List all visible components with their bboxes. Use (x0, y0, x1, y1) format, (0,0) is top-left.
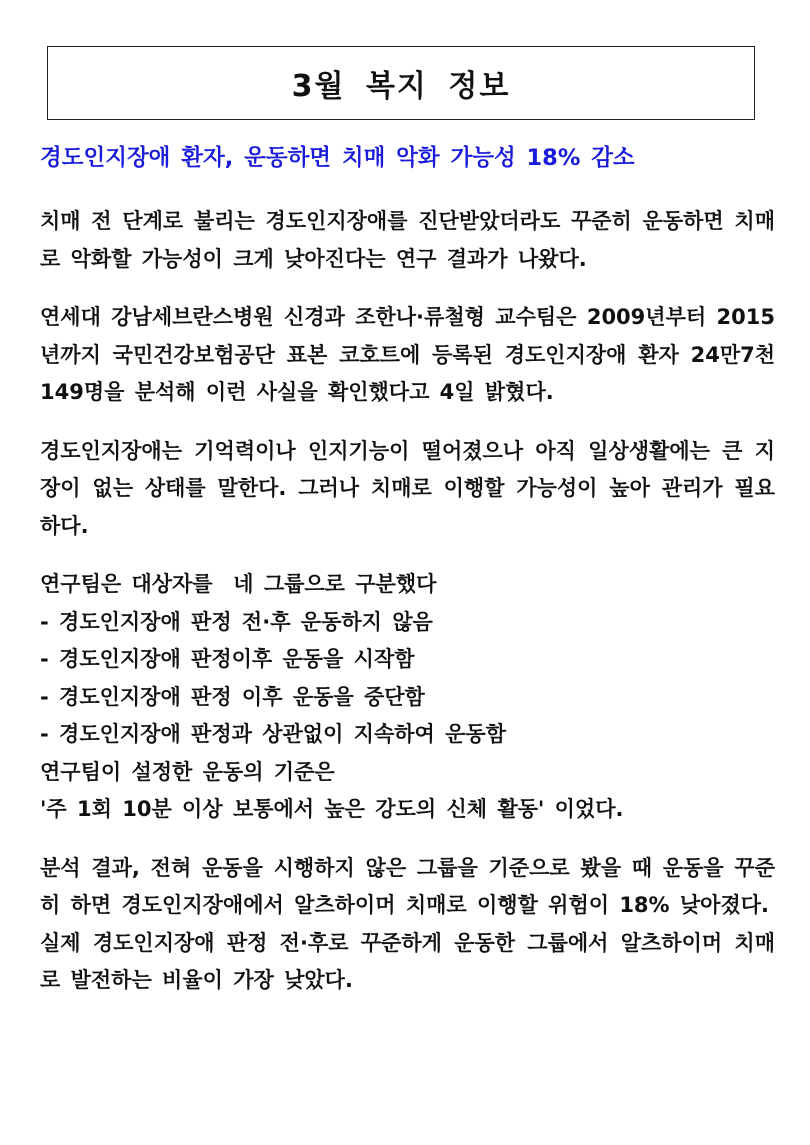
group-item: - 경도인지장애 판정과 상관없이 지속하여 운동함 (40, 722, 506, 746)
group-item: - 경도인지장애 판정 전·후 운동하지 않음 (40, 609, 433, 634)
paragraph-result: 분석 결과, 전혀 운동을 시행하지 않은 그룹을 기준으로 봤을 때 운동을 꾸준히 하면 경도인지장애에서 알츠하이머 치매로 이행할 위험이 18% 낮아졌다. (40, 855, 775, 917)
group-intro: 연구팀은 대상자를 네 그룹으로 구분했다 (40, 572, 437, 596)
title-box (47, 46, 755, 120)
paragraph-conclusion: 실제 경도인지장애 판정 전·후로 꾸준하게 운동한 그룹에서 알츠하이머 치매로 발전하는 비율이 가장 낮았다. (40, 930, 775, 992)
article-body (40, 203, 775, 1021)
paragraph-intro: 치매 전 단계로 불리는 경도인지장애를 진단받았더라도 꾸준히 운동하면 치매로 악화할 가능성이 크게 낮아진다는 연구 결과가 나왔다. (40, 209, 775, 271)
article-headline: 경도인지장애 환자, 운동하면 치매 악화 가능성 18% 감소 (40, 145, 635, 171)
criteria-text: '주 1회 10분 이상 보통에서 높은 강도의 신체 활동' 이었다. (40, 797, 624, 821)
group-list-block (40, 566, 775, 829)
paragraph-study: 연세대 강남세브란스병원 신경과 조한나·류철형 교수팀은 2009년부터 2015년까지 국민건강보험공단 표본 코호트에 등록된 경도인지장애 환자 24만7천149명을 분석해 이런 사실을 확인했다고 4일 밝혔다. (40, 305, 775, 404)
criteria-intro: 연구팀이 설정한 운동의 기준은 (40, 759, 335, 784)
page-title: 3월 복지 정보 (291, 69, 511, 104)
group-item: - 경도인지장애 판정 이후 운동을 중단함 (40, 684, 425, 709)
group-item: - 경도인지장애 판정이후 운동을 시작함 (40, 647, 415, 671)
paragraph-definition: 경도인지장애는 기억력이나 인지기능이 떨어졌으나 아직 일상생활에는 큰 지장이 없는 상태를 말한다. 그러나 치매로 이행할 가능성이 높아 관리가 필요하다. (40, 438, 775, 538)
